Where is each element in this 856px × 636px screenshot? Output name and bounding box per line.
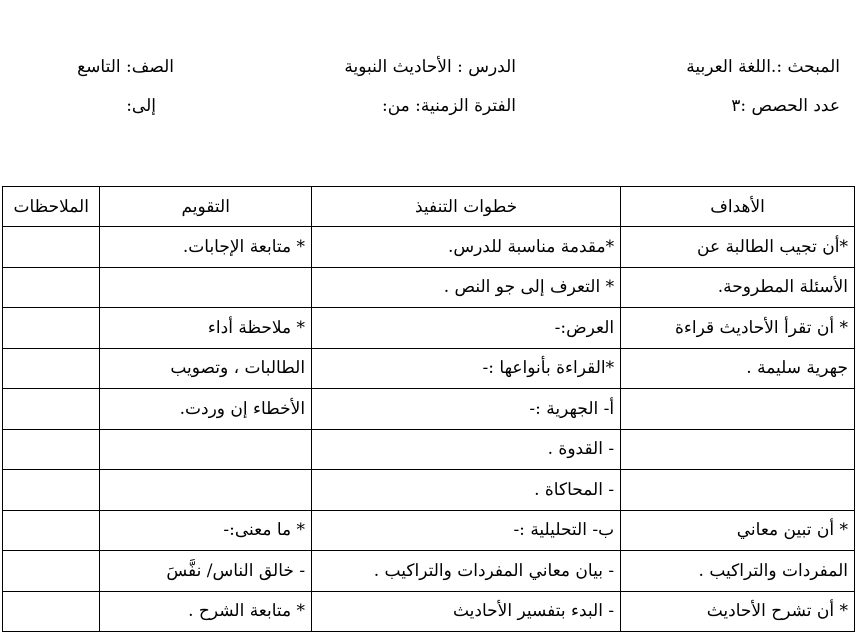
table-row [3, 470, 855, 511]
cell-evaluation: - خالق الناس/ نفَّسَ [100, 551, 312, 592]
cell-notes [3, 591, 100, 632]
cell-steps: - القدوة . [312, 429, 621, 470]
cell-steps: أ- الجهرية :- [312, 389, 621, 430]
table-row [3, 348, 855, 389]
cell-steps: - بيان معاني المفردات والتراكيب . [312, 551, 621, 592]
cell-goals: * أن تبين معاني [621, 510, 855, 551]
cell-notes [3, 429, 100, 470]
cell-steps: - المحاكاة . [312, 470, 621, 511]
periods-label: عدد الحصص :٣ [731, 96, 840, 116]
cell-steps: *القراءة بأنواعها :- [312, 348, 621, 389]
grade-label: الصف: التاسع [77, 57, 174, 77]
cell-evaluation [100, 267, 312, 308]
cell-goals: جهرية سليمة . [621, 348, 855, 389]
table-row [3, 429, 855, 470]
header-notes: الملاحظات [3, 187, 100, 227]
cell-goals: * أن تقرأ الأحاديث قراءة [621, 308, 855, 349]
cell-notes [3, 551, 100, 592]
table-header-row [3, 187, 855, 227]
header-steps: خطوات التنفيذ [312, 187, 621, 227]
lesson-label: الدرس : الأحاديث النبوية [344, 57, 516, 77]
header-goals: الأهداف [621, 187, 855, 227]
cell-notes [3, 308, 100, 349]
cell-goals: الأسئلة المطروحة. [621, 267, 855, 308]
table-row [3, 227, 855, 268]
cell-evaluation: * ما معنى:- [100, 510, 312, 551]
cell-steps: *مقدمة مناسبة للدرس. [312, 227, 621, 268]
cell-evaluation: الطالبات ، وتصويب [100, 348, 312, 389]
cell-notes [3, 470, 100, 511]
cell-notes [3, 227, 100, 268]
cell-steps: * التعرف إلى جو النص . [312, 267, 621, 308]
cell-notes [3, 267, 100, 308]
subject-label: المبحث :.اللغة العربية [686, 57, 840, 77]
lesson-plan-table [2, 186, 855, 632]
header-evaluation: التقويم [100, 187, 312, 227]
cell-goals [621, 429, 855, 470]
cell-steps: ب- التحليلية :- [312, 510, 621, 551]
table-row [3, 389, 855, 430]
cell-goals [621, 389, 855, 430]
cell-notes [3, 510, 100, 551]
time-from-label: الفترة الزمنية: من: [382, 96, 516, 116]
cell-goals: * أن تشرح الأحاديث [621, 591, 855, 632]
cell-steps: - البدء بتفسير الأحاديث [312, 591, 621, 632]
cell-evaluation [100, 470, 312, 511]
cell-evaluation: * متابعة الإجابات. [100, 227, 312, 268]
cell-goals: *أن تجيب الطالبة عن [621, 227, 855, 268]
table-row [3, 510, 855, 551]
cell-evaluation: * متابعة الشرح . [100, 591, 312, 632]
cell-evaluation [100, 429, 312, 470]
table-row [3, 591, 855, 632]
table-row [3, 308, 855, 349]
time-to-label: إلى: [126, 96, 156, 116]
cell-evaluation: الأخطاء إن وردت. [100, 389, 312, 430]
cell-notes [3, 348, 100, 389]
table-row [3, 267, 855, 308]
cell-goals [621, 470, 855, 511]
table-row [3, 551, 855, 592]
cell-goals: المفردات والتراكيب . [621, 551, 855, 592]
cell-evaluation: * ملاحظة أداء [100, 308, 312, 349]
cell-steps: العرض:- [312, 308, 621, 349]
cell-notes [3, 389, 100, 430]
